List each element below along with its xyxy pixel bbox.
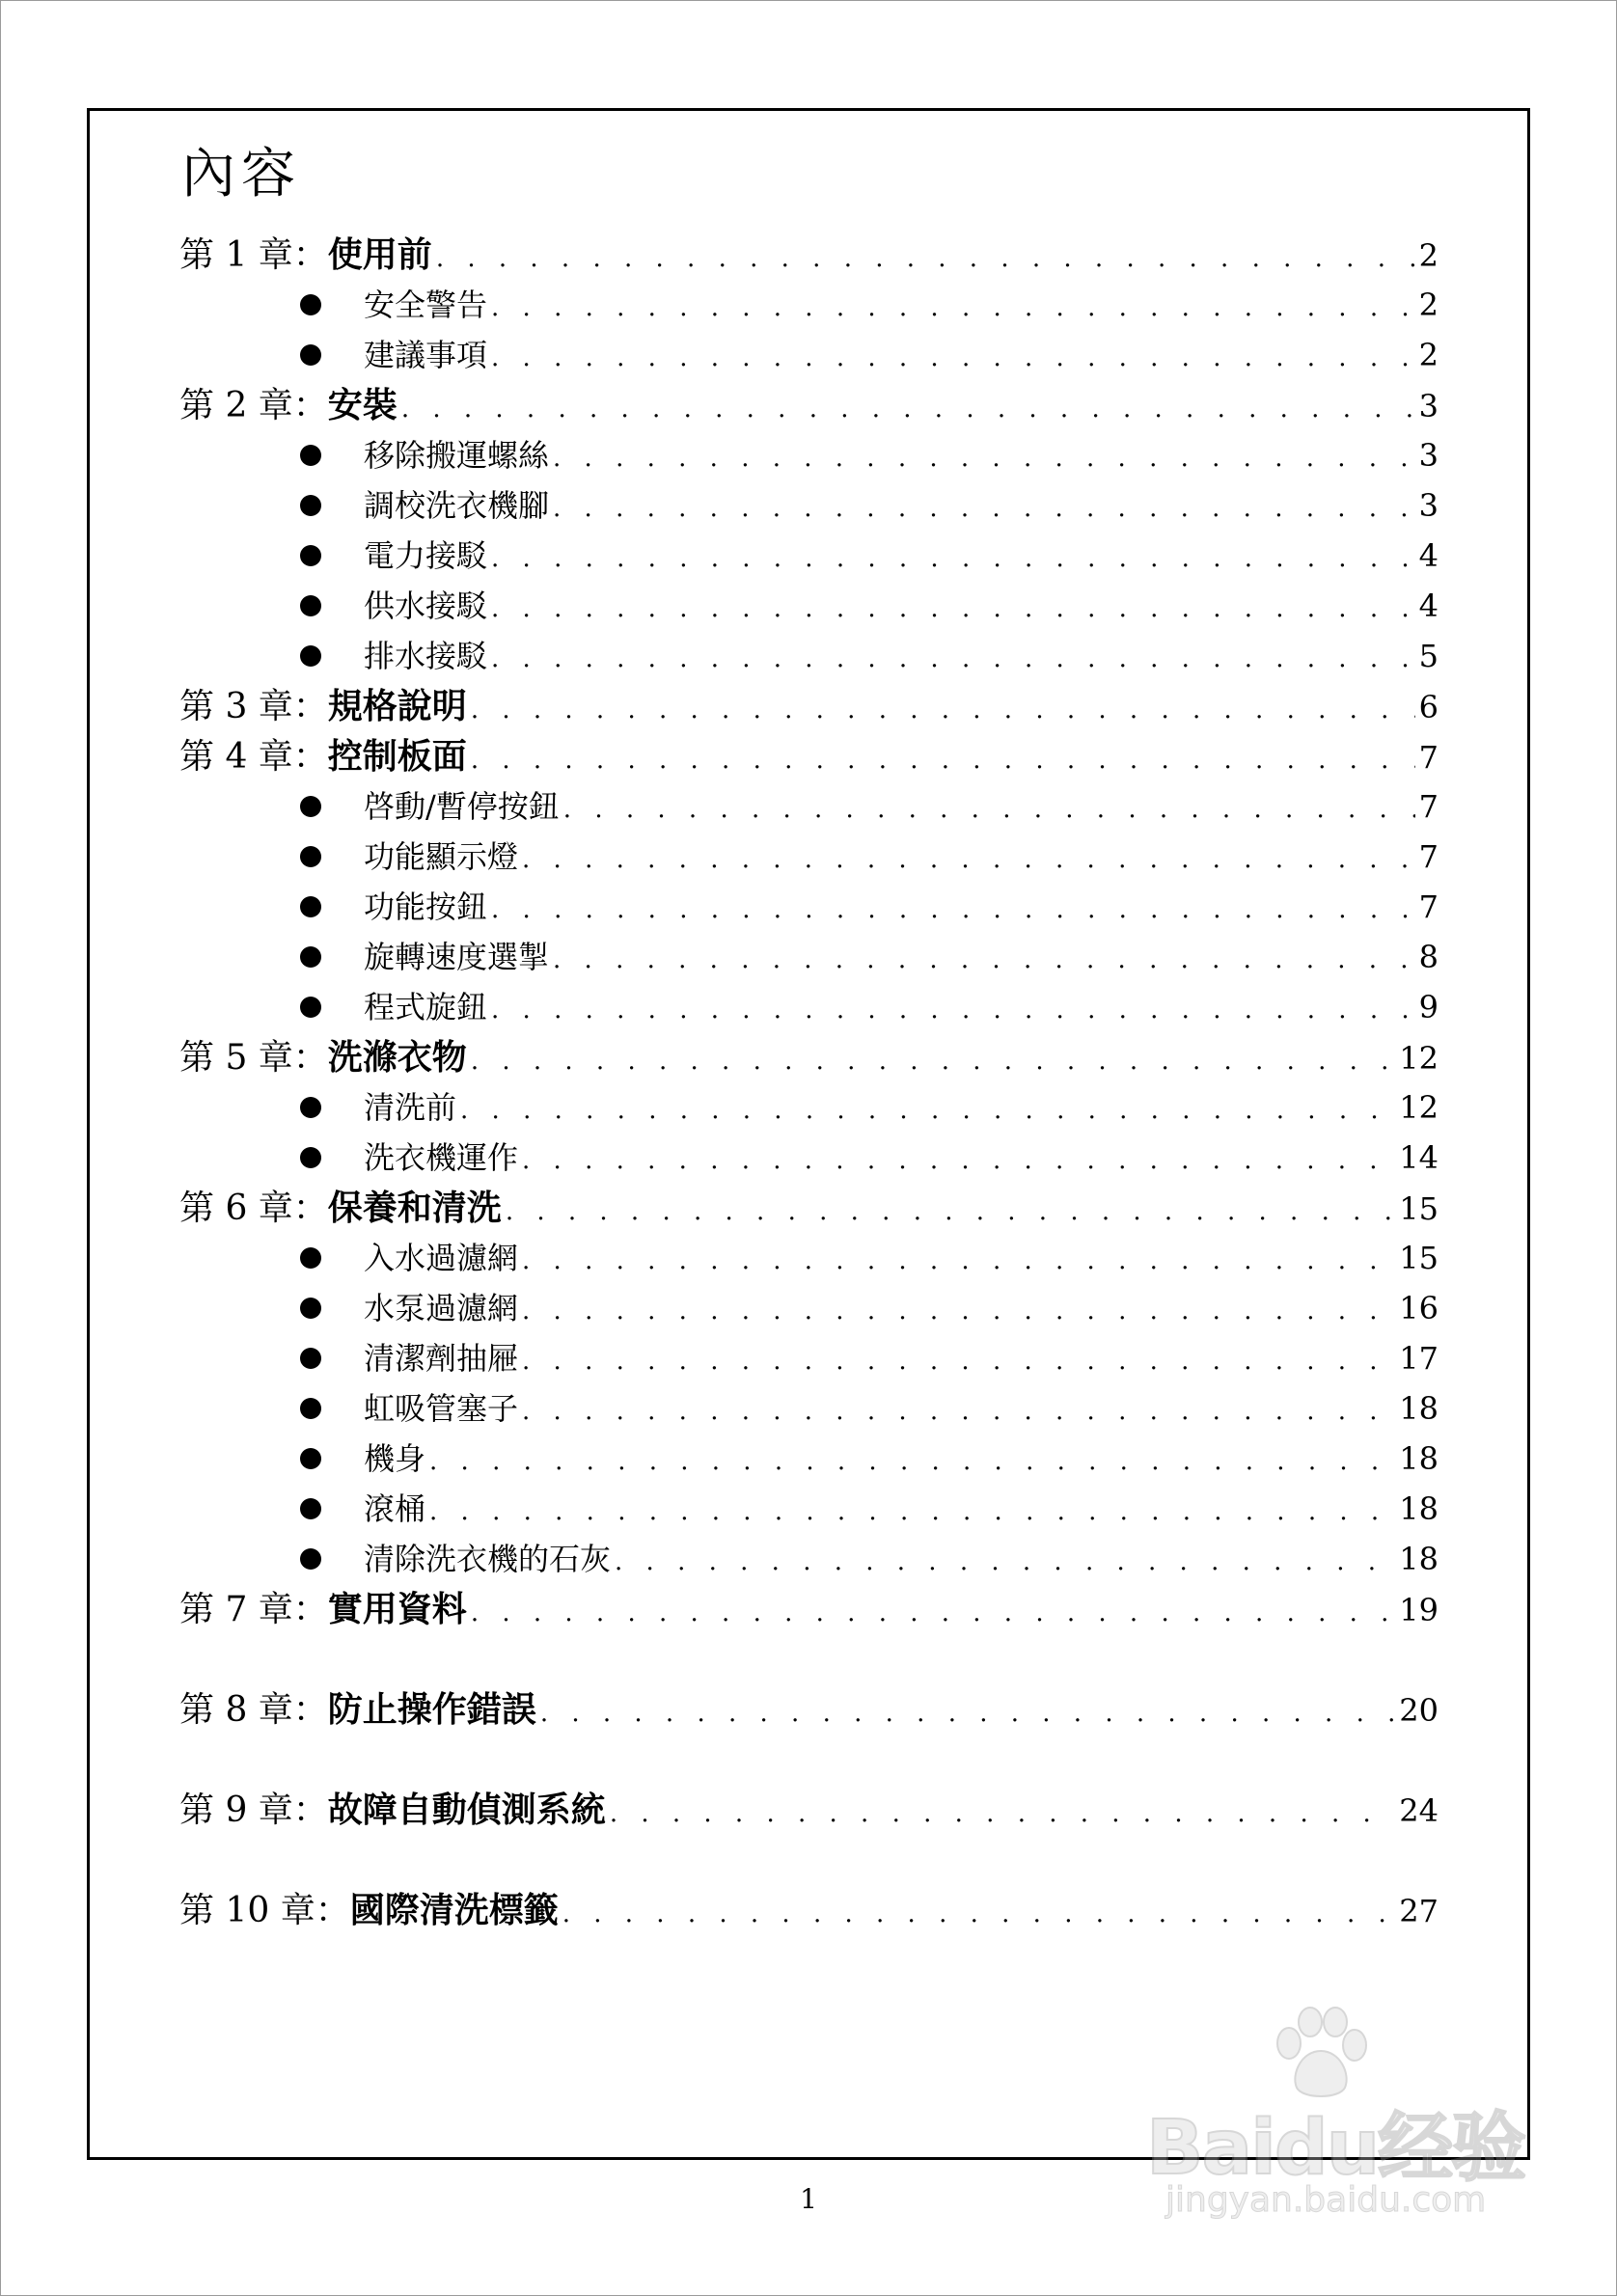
toc-page-number: 2 <box>1418 287 1439 323</box>
dot-leader <box>491 885 1415 935</box>
dot-leader <box>522 834 1415 885</box>
toc-section-row <box>179 832 1439 882</box>
toc-section-row <box>179 480 1439 531</box>
toc-chapter-row <box>179 1584 1439 1634</box>
chapter-title: 保養和清洗 <box>327 1188 502 1228</box>
chapter-label: 第 5 章： <box>179 1038 328 1078</box>
toc-section-row <box>179 1082 1439 1133</box>
chapter-label: 第 7 章： <box>179 1590 328 1629</box>
section-title: 清潔劑抽屜 <box>364 1340 519 1377</box>
dot-leader <box>522 1135 1395 1186</box>
dot-leader <box>615 1537 1395 1587</box>
section-title: 調校洗衣機腳 <box>364 487 550 524</box>
toc-page-number: 4 <box>1418 588 1439 624</box>
toc-chapter-row <box>179 1885 1439 1935</box>
dot-leader <box>522 1336 1395 1386</box>
section-title: 清洗前 <box>364 1089 457 1126</box>
toc-page-number: 12 <box>1399 1089 1439 1126</box>
dot-leader <box>522 1286 1395 1336</box>
toc-page-number: 19 <box>1399 1592 1439 1628</box>
dot-leader <box>553 935 1415 985</box>
toc-section-row <box>179 932 1439 982</box>
toc-page-number: 17 <box>1399 1340 1439 1377</box>
toc-page-number: 6 <box>1418 689 1439 725</box>
toc-chapter-row <box>179 1785 1439 1835</box>
toc-chapter-row <box>179 731 1439 781</box>
toc-section-row <box>179 1434 1439 1484</box>
toc-section-row <box>179 1133 1439 1183</box>
chapter-title: 國際清洗標籤 <box>349 1890 559 1930</box>
dot-leader <box>610 1789 1395 1839</box>
toc-chapter-row <box>179 1032 1439 1082</box>
section-title: 電力接駁 <box>364 537 488 574</box>
toc-section-row <box>179 1534 1439 1584</box>
toc-page-number: 2 <box>1418 337 1439 373</box>
toc-page-number: 9 <box>1418 989 1439 1025</box>
bullet-icon <box>300 495 321 516</box>
toc-page-number: 20 <box>1399 1692 1439 1729</box>
toc-section-row <box>179 430 1439 480</box>
bullet-icon <box>300 595 321 616</box>
bullet-icon <box>300 1298 321 1319</box>
bullet-icon <box>300 896 321 917</box>
table-of-contents <box>179 230 1439 1935</box>
dot-leader <box>491 333 1415 383</box>
toc-page-number: 27 <box>1399 1893 1439 1929</box>
dot-leader <box>471 1588 1395 1638</box>
section-title: 清除洗衣機的石灰 <box>364 1541 612 1577</box>
toc-section-row <box>179 1233 1439 1283</box>
toc-page-number: 3 <box>1418 487 1439 524</box>
dot-leader <box>401 384 1415 434</box>
dot-leader <box>460 1085 1395 1135</box>
toc-section-row <box>179 982 1439 1032</box>
toc-chapter-row <box>179 1684 1439 1735</box>
chapter-label: 第 4 章： <box>179 737 328 777</box>
section-title: 啓動/暫停按鈕 <box>364 788 560 825</box>
bullet-icon <box>300 1247 321 1269</box>
dot-leader <box>471 1036 1395 1086</box>
toc-section-row <box>179 1283 1439 1333</box>
chapter-label: 第 1 章： <box>179 235 328 275</box>
baidu-watermark <box>1146 2007 1532 2238</box>
toc-section-row <box>179 330 1439 380</box>
section-title: 滾桶 <box>364 1490 426 1527</box>
toc-page-number: 3 <box>1418 437 1439 474</box>
bullet-icon <box>300 1398 321 1419</box>
dot-leader <box>429 1487 1395 1537</box>
section-title: 機身 <box>364 1440 426 1477</box>
watermark-brand: Baidu经验 <box>1146 2105 1525 2192</box>
toc-page-number: 8 <box>1418 939 1439 975</box>
dot-leader <box>553 433 1415 483</box>
dot-leader <box>429 1436 1395 1487</box>
toc-page-number: 2 <box>1418 237 1439 274</box>
section-title: 供水接駁 <box>364 588 488 624</box>
chapter-label: 第 2 章： <box>179 386 328 425</box>
chapter-label: 第 9 章： <box>179 1790 328 1830</box>
toc-section-row <box>179 882 1439 932</box>
toc-chapter-row <box>179 1183 1439 1233</box>
toc-page-number: 16 <box>1399 1290 1439 1326</box>
dot-leader <box>562 1889 1396 1939</box>
dot-leader <box>563 784 1415 834</box>
section-title: 安全警告 <box>364 287 488 323</box>
dot-leader <box>522 1236 1395 1286</box>
toc-section-row <box>179 531 1439 581</box>
chapter-label: 第 8 章： <box>179 1690 328 1730</box>
chapter-label: 第 3 章： <box>179 687 328 726</box>
bullet-icon <box>300 1147 321 1168</box>
toc-page-number: 5 <box>1418 638 1439 674</box>
bullet-icon <box>300 1348 321 1369</box>
section-title: 程式旋鈕 <box>364 989 488 1025</box>
bullet-icon <box>300 344 321 366</box>
toc-section-row <box>179 581 1439 631</box>
toc-page-number: 4 <box>1418 537 1439 574</box>
toc-section-row <box>179 1484 1439 1534</box>
dot-leader <box>491 634 1415 684</box>
toc-heading: 內容 <box>181 143 301 205</box>
toc-page-number: 18 <box>1399 1440 1439 1477</box>
toc-section-row <box>179 280 1439 330</box>
bullet-icon <box>300 1448 321 1469</box>
bullet-icon <box>300 1498 321 1519</box>
section-title: 排水接駁 <box>364 638 488 674</box>
section-title: 入水過濾網 <box>364 1240 519 1276</box>
section-title: 功能顯示燈 <box>364 838 519 875</box>
toc-page-number: 24 <box>1399 1792 1439 1829</box>
bullet-icon <box>300 1548 321 1570</box>
toc-page-number: 15 <box>1399 1240 1439 1276</box>
bullet-icon <box>300 1097 321 1118</box>
section-title: 建議事項 <box>364 337 488 373</box>
watermark-url: jingyan.baidu.com <box>1165 2180 1487 2220</box>
toc-page-number: 7 <box>1418 888 1439 925</box>
toc-page-number: 7 <box>1418 788 1439 825</box>
toc-page-number: 18 <box>1399 1490 1439 1527</box>
bullet-icon <box>300 997 321 1018</box>
section-title: 旋轉速度選掣 <box>364 939 550 975</box>
toc-chapter-row <box>179 380 1439 430</box>
bullet-icon <box>300 445 321 466</box>
toc-page-number: 7 <box>1418 838 1439 875</box>
toc-page-number: 18 <box>1399 1390 1439 1427</box>
dot-leader <box>436 233 1415 284</box>
toc-chapter-row <box>179 681 1439 731</box>
bullet-icon <box>300 846 321 867</box>
dot-leader <box>491 985 1415 1035</box>
section-title: 虹吸管塞子 <box>364 1390 519 1427</box>
chapter-label: 第 10 章： <box>179 1891 350 1930</box>
chapter-title: 實用資料 <box>327 1589 467 1629</box>
bullet-icon <box>300 645 321 667</box>
section-title: 移除搬運螺絲 <box>364 437 550 474</box>
toc-section-row <box>179 1383 1439 1434</box>
dot-leader <box>553 483 1415 533</box>
section-title: 洗衣機運作 <box>364 1139 519 1176</box>
toc-page-number: 12 <box>1399 1040 1439 1077</box>
chapter-label: 第 6 章： <box>179 1189 328 1228</box>
chapter-title: 規格說明 <box>327 686 467 726</box>
dot-leader <box>471 735 1415 785</box>
chapter-title: 故障自動偵測系統 <box>327 1790 606 1830</box>
bullet-icon <box>300 294 321 315</box>
toc-chapter-row <box>179 230 1439 280</box>
dot-leader <box>491 584 1415 634</box>
page-number: 1 <box>800 2183 817 2215</box>
chapter-title: 防止操作錯誤 <box>327 1689 536 1730</box>
toc-page-number: 14 <box>1399 1139 1439 1176</box>
toc-page-number: 7 <box>1418 739 1439 776</box>
chapter-title: 控制板面 <box>327 736 467 777</box>
dot-leader <box>506 1187 1395 1237</box>
toc-section-row <box>179 1333 1439 1383</box>
dot-leader <box>491 533 1415 584</box>
dot-leader <box>471 685 1415 735</box>
toc-section-row <box>179 781 1439 832</box>
chapter-title: 使用前 <box>327 234 432 275</box>
dot-leader <box>491 283 1415 333</box>
toc-page-number: 18 <box>1399 1541 1439 1577</box>
dot-leader <box>522 1386 1395 1436</box>
section-title: 功能按鈕 <box>364 888 488 925</box>
toc-section-row <box>179 631 1439 681</box>
section-title: 水泵過濾網 <box>364 1290 519 1326</box>
toc-page-number: 15 <box>1399 1190 1439 1227</box>
chapter-title: 洗滌衣物 <box>327 1037 467 1078</box>
toc-page-number: 3 <box>1418 388 1439 424</box>
bullet-icon <box>300 796 321 817</box>
dot-leader <box>540 1688 1395 1738</box>
bullet-icon <box>300 946 321 968</box>
bullet-icon <box>300 545 321 566</box>
chapter-title: 安裝 <box>327 385 397 425</box>
